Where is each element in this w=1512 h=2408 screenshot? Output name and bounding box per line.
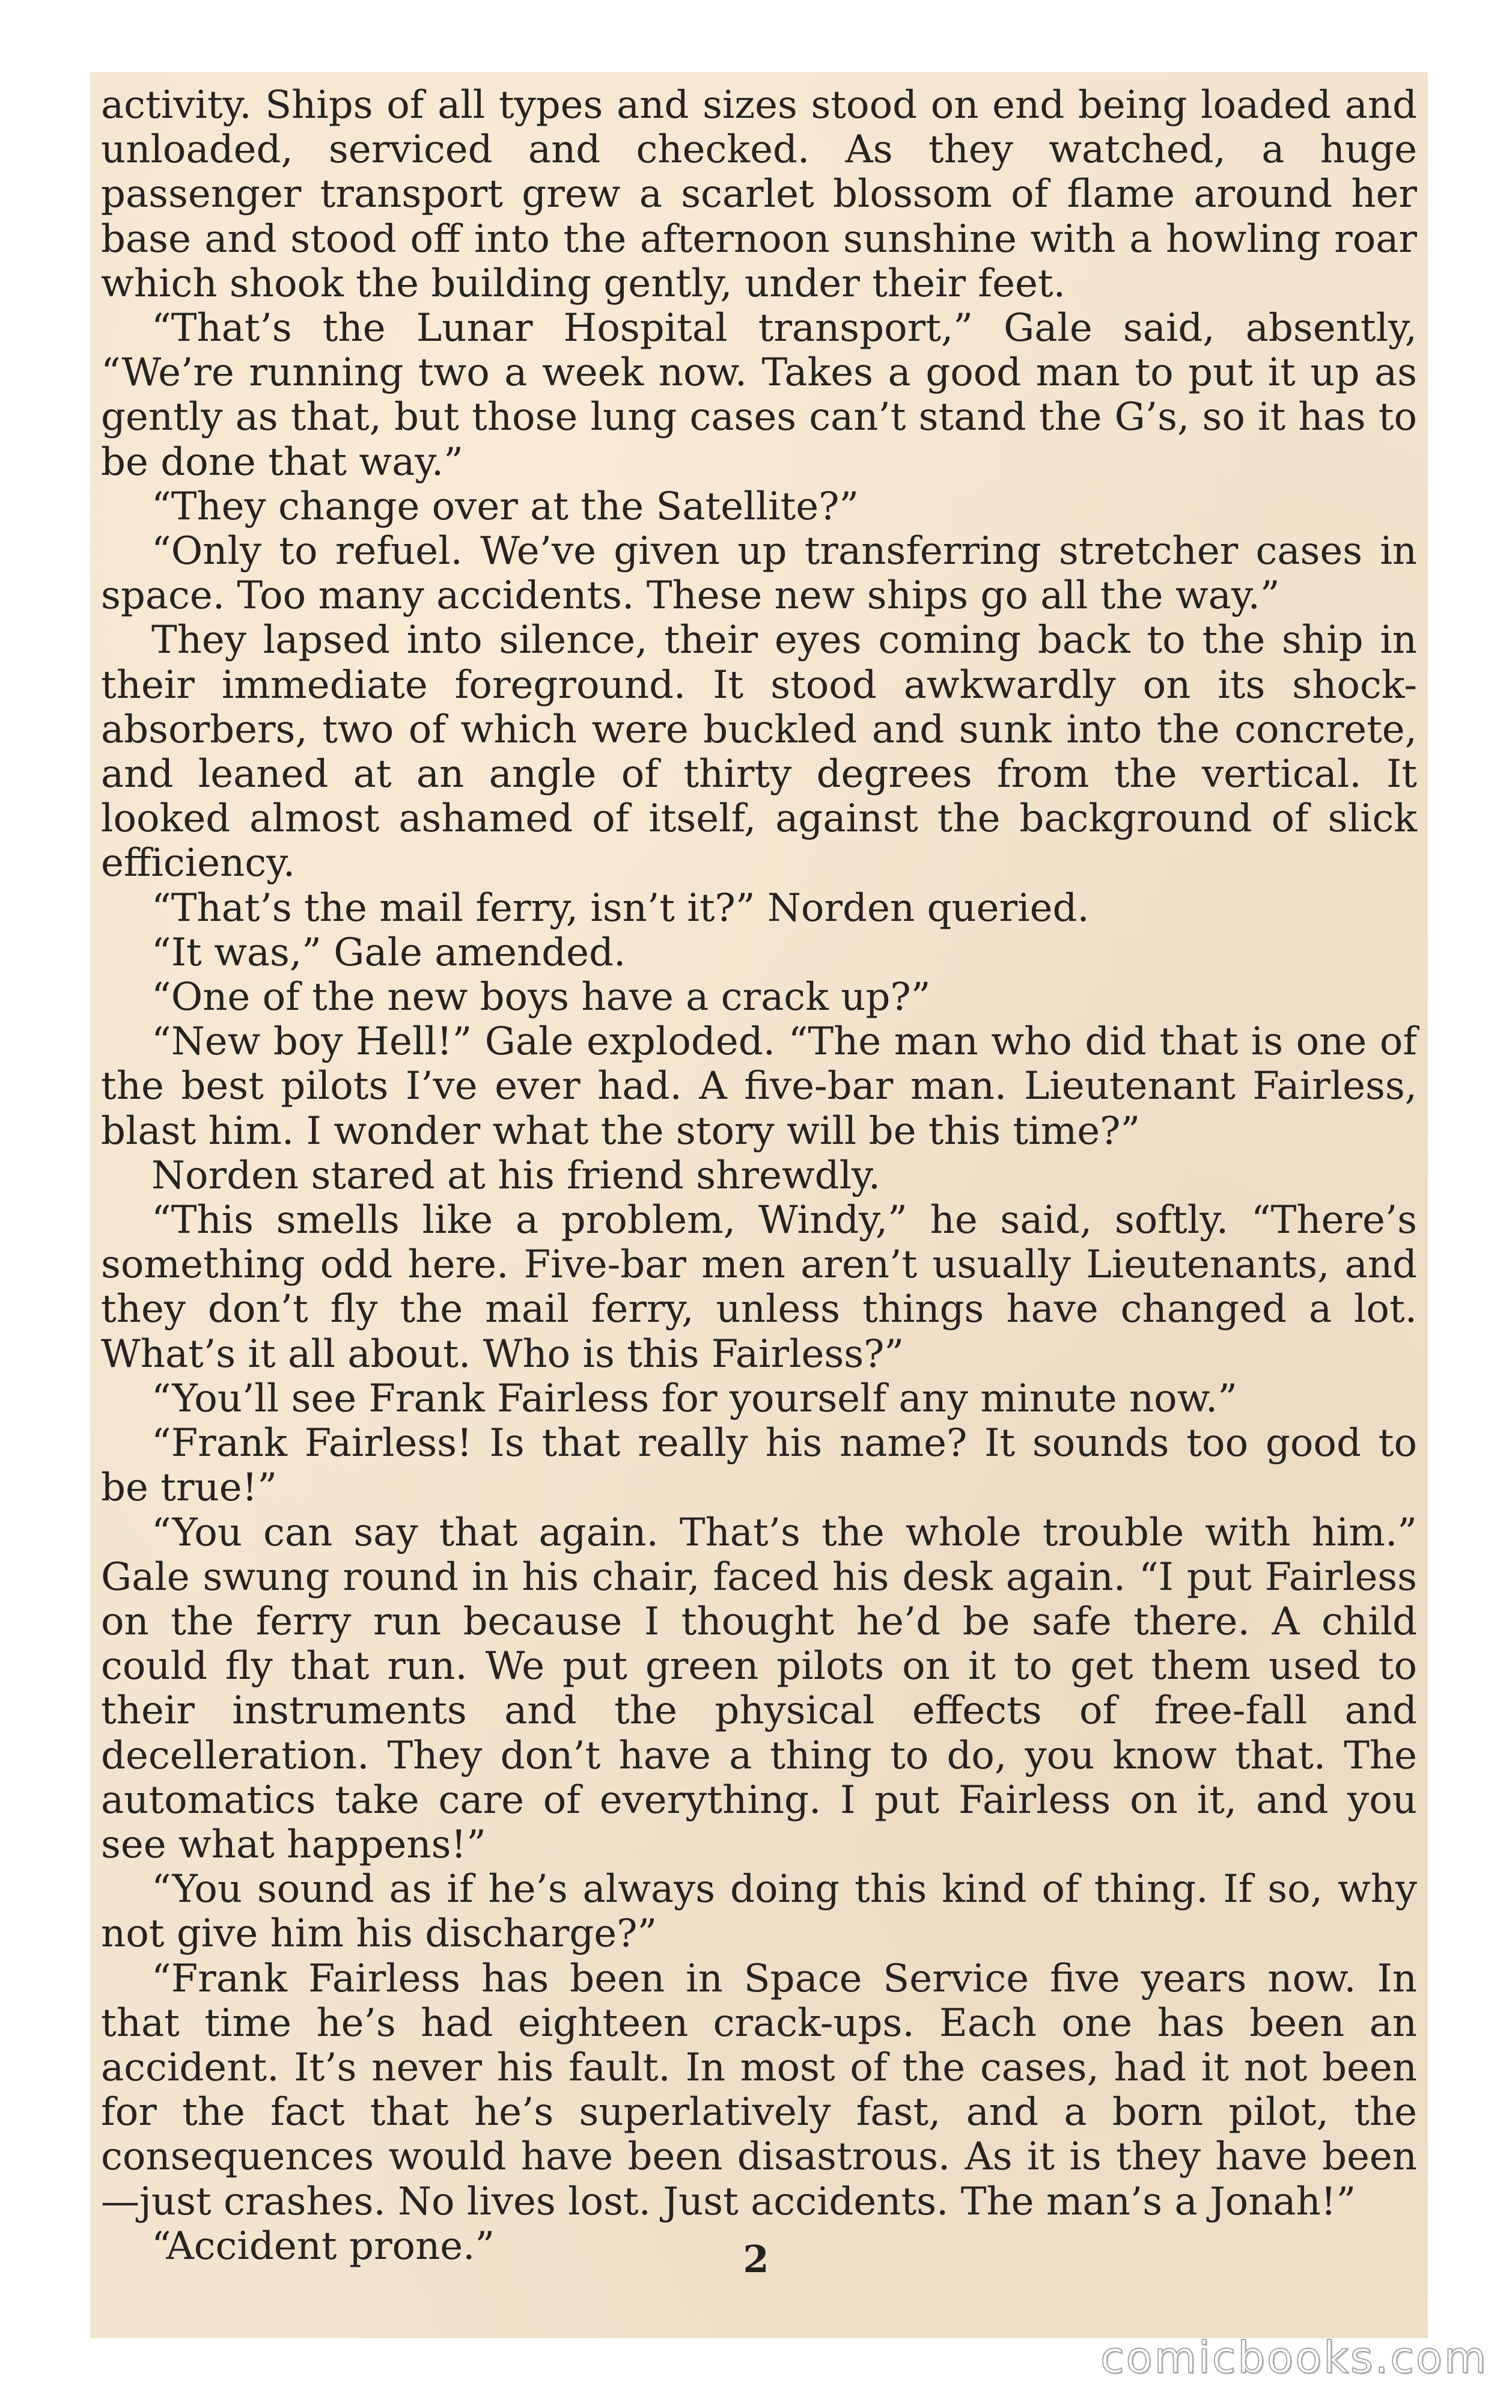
paragraph: “Frank Fairless has been in Space Service five years now. In that time he’s had eighteen crack-ups. Each one has been an accident. It’s never his fault. In most of the cases, had it not been for the fact that he’s superlatively fast, and a born pilot, the consequences would have been disastrous. As it is they have been —just crashes. No lives lost. Just accidents. The man’s a Jonah!”: [101, 1956, 1417, 2224]
paragraph: “They change over at the Satellite?”: [151, 484, 859, 529]
paragraph: “That’s the Lunar Hospital transport,” Gale said, absently, “We’re running two a week now. Takes a good man to put it up as gently as that, but those lung cases can’t stand the G’s, so it has to be done that way.”: [101, 306, 1417, 484]
paragraph: “One of the new boys have a crack up?”: [151, 975, 931, 1020]
paragraph: “You’ll see Frank Fairless for yourself any minute now.”: [151, 1376, 1237, 1421]
paragraph: “You sound as if he’s always doing this kind of thing. If so, why not give him his discharge?”: [101, 1867, 1417, 1957]
story-text: [101, 83, 1417, 2269]
watermark: comicbooks.com: [1100, 2332, 1488, 2383]
paragraph: “You can say that again. That’s the whole trouble with him.” Gale swung round in his chair, faced his desk again. “I put Fairless on the ferry run because I thought he’d be safe there. A child could fly that run. We put green pilots on it to get them used to their instruments and the physical effects of free-fall and decelleration. They don’t have a thing to do, you know that. The automatics take care of everything. I put Fairless on it, and you see what happens!”: [101, 1510, 1417, 1867]
paragraph: activity. Ships of all types and sizes stood on end being loaded and unloaded, serviced and checked. As they watched, a huge passenger transport grew a scarlet blossom of flame around her base and stood off into the afternoon sunshine with a howling roar which shook the building gently, under their feet.: [101, 83, 1417, 306]
page-number: 2: [743, 2237, 769, 2281]
paragraph: “That’s the mail ferry, isn’t it?” Norden queried.: [151, 885, 1090, 931]
paragraph: They lapsed into silence, their eyes coming back to the ship in their immediate foreground. It stood awkwardly on its shock-absorbers, two of which were buckled and sunk into the concrete, and leaned at an angle of thirty degrees from the vertical. It looked almost ashamed of itself, against the background of slick efficiency.: [101, 618, 1417, 886]
paragraph: Norden stared at his friend shrewdly.: [151, 1153, 881, 1198]
paragraph: “It was,” Gale amended.: [151, 930, 626, 975]
paragraph: “Accident prone.”: [151, 2223, 495, 2269]
paragraph: “New boy Hell!” Gale exploded. “The man who did that is one of the best pilots I’ve ever had. A five-bar man. Lieutenant Fairless, blast him. I wonder what the story will be this time?”: [101, 1019, 1417, 1154]
paragraph: “Frank Fairless! Is that really his name? It sounds too good to be true!”: [101, 1421, 1417, 1511]
paragraph: “This smells like a problem, Windy,” he said, softly. “There’s something odd here. Five-bar men aren’t usually Lieutenants, and they don’t fly the mail ferry, unless things have changed a lot. What’s it all about. Who is this Fairless?”: [101, 1198, 1417, 1377]
paragraph: “Only to refuel. We’ve given up transferring stretcher cases in space. Too many accidents. These new ships go all the way.”: [101, 529, 1417, 619]
